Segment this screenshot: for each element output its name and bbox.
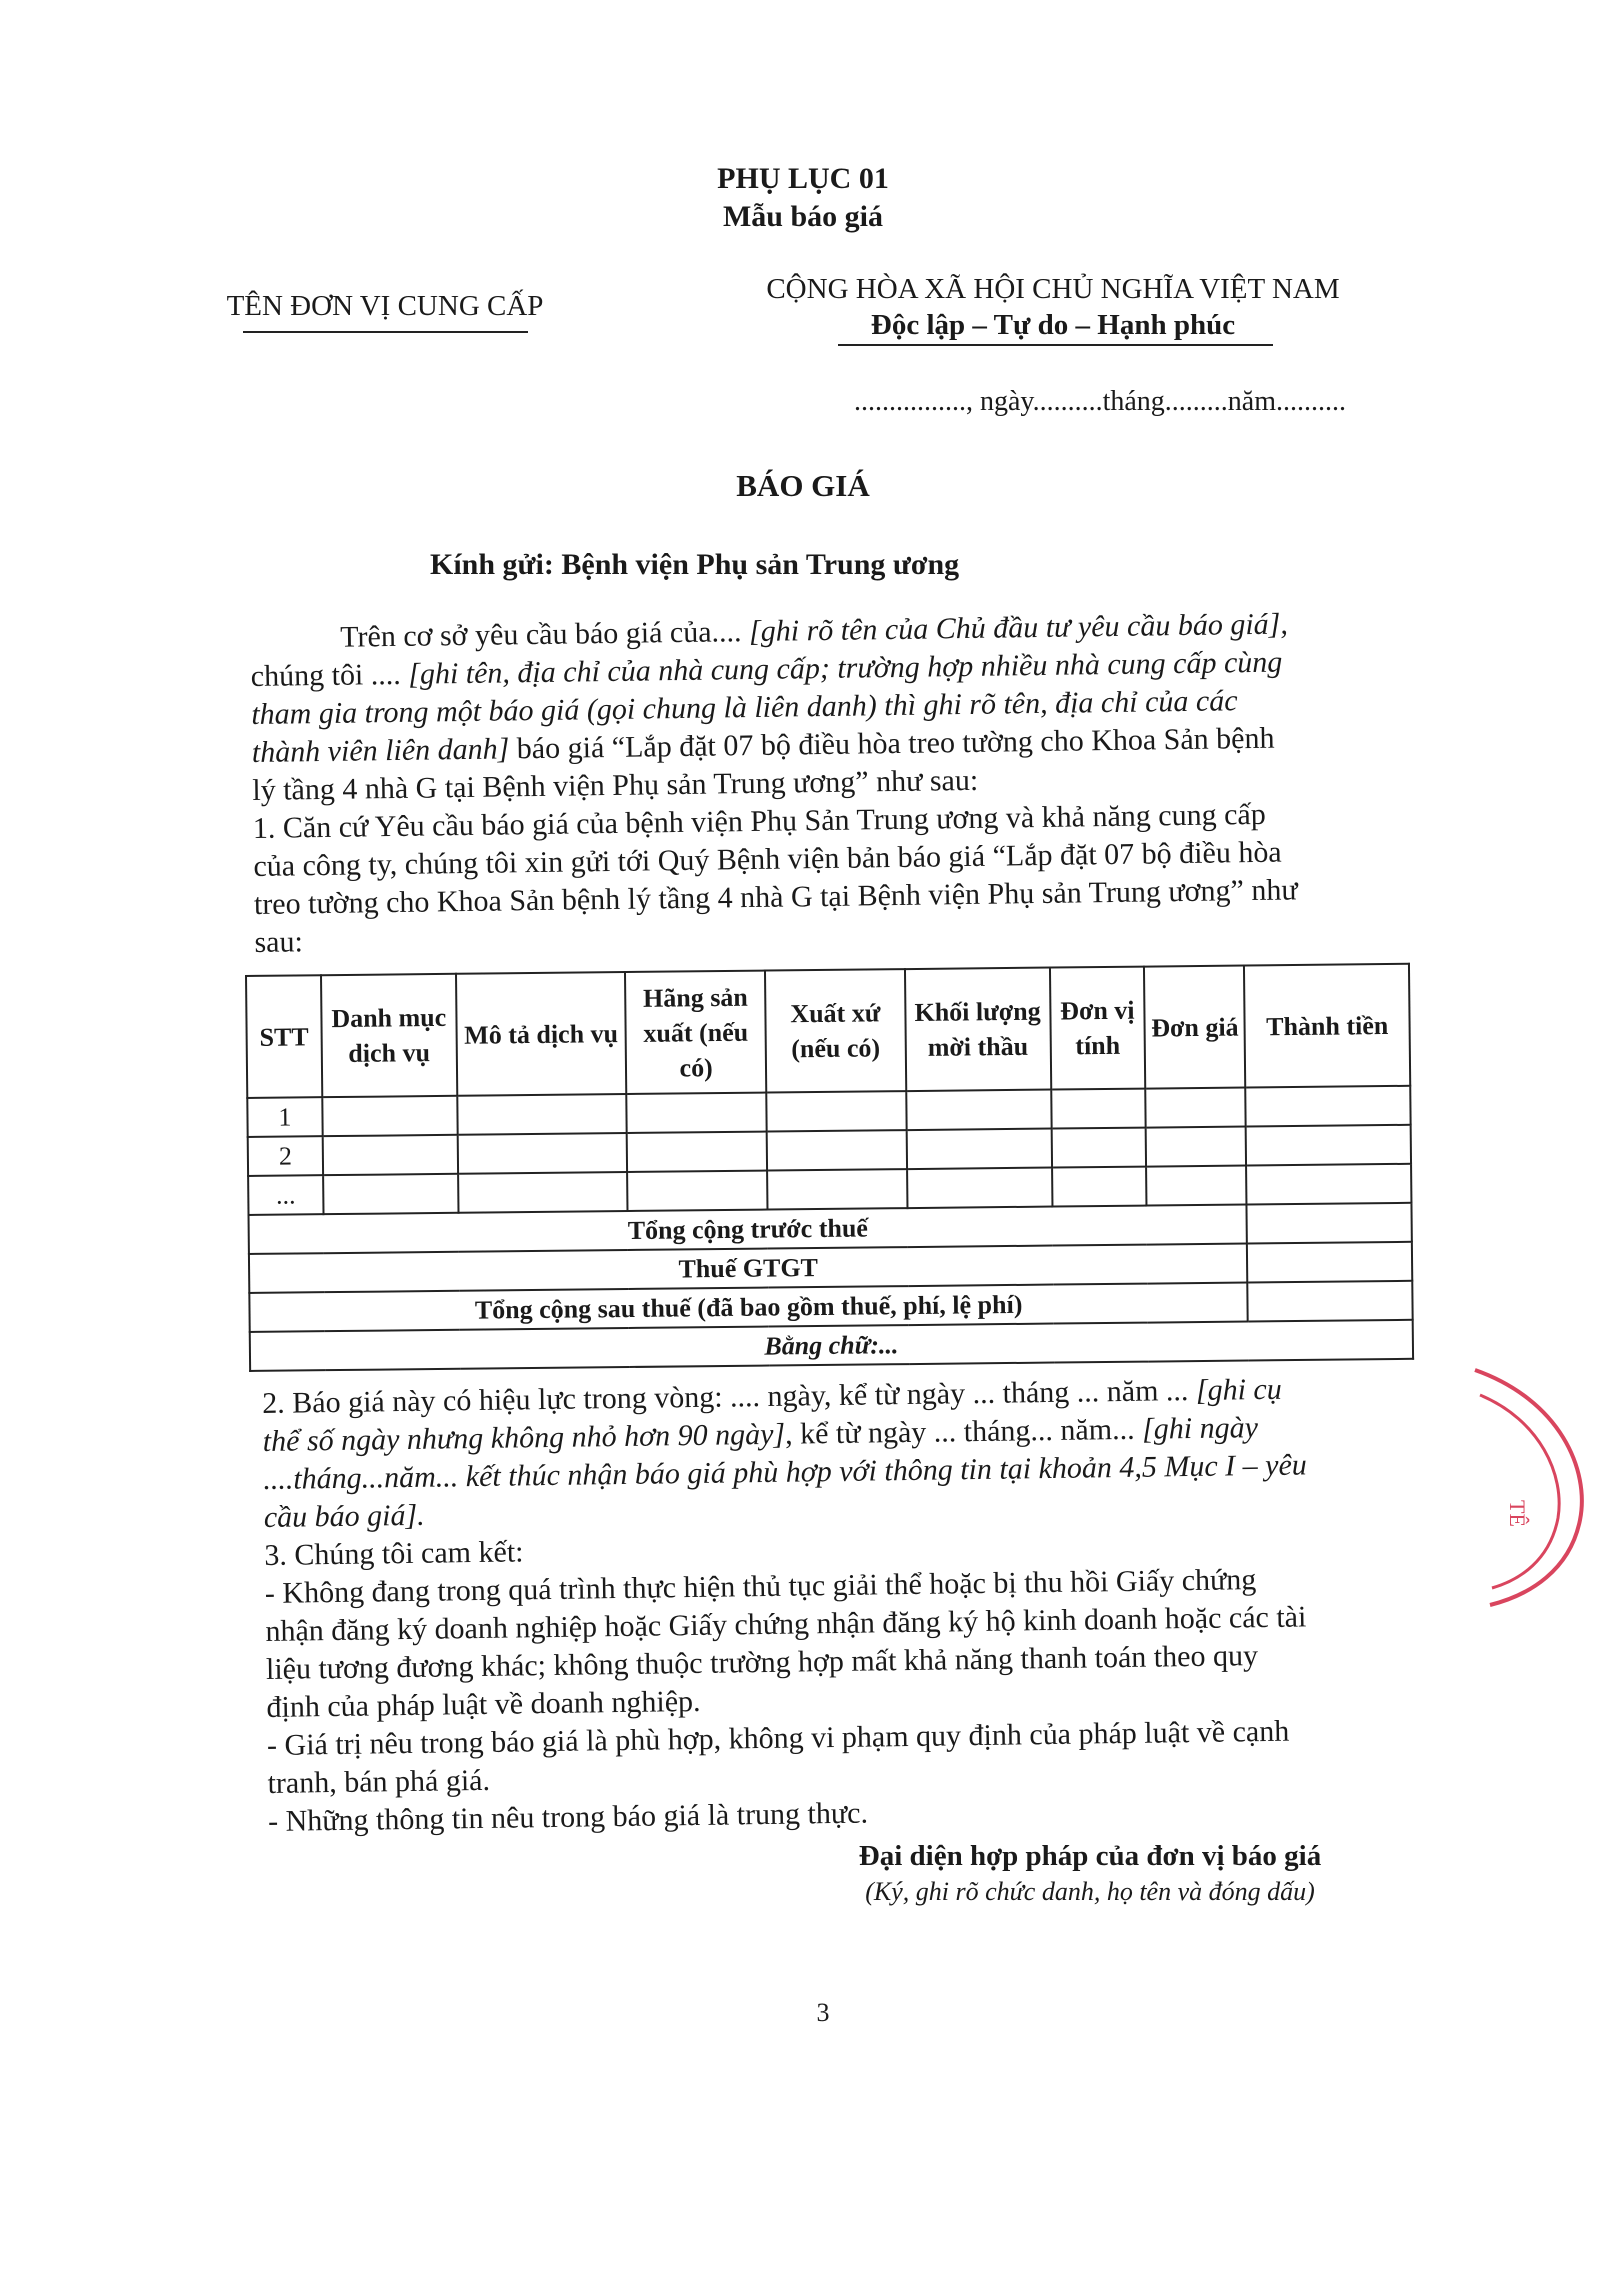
commitment-line: nhận đăng ký doanh nghiệp hoặc Giấy chứng nhận đăng ký hộ kinh doanh hoặc các tài	[265, 1600, 1307, 1648]
republic-heading: CỘNG HÒA XÃ HỘI CHỦ NGHĨA VIỆT NAM	[766, 273, 1340, 305]
intro-line: của công ty, chúng tôi xin gửi tới Quý Bệnh viện bản báo giá “Lắp đặt 07 bộ điều hòa	[253, 835, 1282, 883]
table-cell	[1246, 1164, 1411, 1205]
intro-line: sau:	[254, 925, 304, 959]
table-cell	[627, 1171, 767, 1211]
commitment-line: liệu tương đương khác; không thuộc trường hợp mất khả năng thanh toán theo quy	[265, 1639, 1259, 1686]
table-header-row	[246, 964, 1410, 1098]
table-cell	[906, 1129, 1051, 1170]
signature-note: (Ký, ghi rõ chức danh, họ tên và đóng dấu)	[865, 1877, 1315, 1906]
table-cell	[322, 1096, 457, 1136]
validity-line: cầu báo giá].	[263, 1498, 425, 1534]
quote-table	[245, 963, 1414, 1372]
header-don-vi: Đơn vị tính	[1049, 967, 1145, 1090]
intro-placeholder: [ghi tên, địa chỉ của nhà cung cấp; trường hợp nhiều nhà cung cấp cùng	[408, 645, 1283, 691]
supplier-label: TÊN ĐƠN VỊ CUNG CẤP	[226, 290, 544, 322]
table-cell	[323, 1135, 458, 1175]
header-khoi-luong: Khối lượng mời thầu	[905, 968, 1051, 1092]
intro-placeholder: thành viên liên danh]	[251, 732, 510, 769]
intro-line: tham gia trong một báo giá (gọi chung là liên danh) thì ghi rõ tên, địa chỉ của các	[251, 684, 1238, 731]
total-after-tax-label: Tổng cộng sau thuế (đã bao gồm thuế, phí, lệ phí)	[249, 1283, 1248, 1332]
table-cell	[1052, 1167, 1147, 1207]
table-cell	[1051, 1089, 1146, 1129]
table-cell	[457, 1133, 627, 1174]
intro-text: báo giá “Lắp đặt 07 bộ điều hòa treo tường cho Khoa Sản bệnh	[509, 721, 1275, 766]
table-cell	[1247, 1242, 1412, 1283]
appendix-title: PHỤ LỤC 01	[717, 162, 889, 195]
in-words-label: Bằng chữ:...	[250, 1320, 1413, 1371]
commitment-line: định của pháp luật về doanh nghiệp.	[266, 1684, 701, 1724]
stamp-text: TÊ	[1505, 1500, 1530, 1527]
date-line: ................, ngày..........tháng.........năm..........	[853, 386, 1347, 417]
header-stt: STT	[246, 975, 322, 1098]
header-don-gia: Đơn giá	[1144, 966, 1245, 1089]
salutation: Kính gửi: Bệnh viện Phụ sản Trung ương	[430, 548, 960, 581]
page-number: 3	[816, 1998, 830, 2027]
table-cell	[906, 1090, 1051, 1131]
table-cell	[627, 1093, 767, 1133]
intro-placeholder: [ghi rõ tên của Chủ đầu tư yêu cầu báo giá],	[748, 607, 1289, 649]
row-index: ...	[248, 1175, 323, 1215]
commitments-heading: 3. Chúng tôi cam kết:	[264, 1535, 524, 1572]
commitment-line: - Giá trị nêu trong báo giá là phù hợp, không vi phạm quy định của pháp luật về cạnh	[266, 1714, 1290, 1762]
validity-placeholder: [ghi cụ	[1195, 1372, 1282, 1407]
intro-line: 1. Căn cứ Yêu cầu báo giá của bệnh viện Phụ Sản Trung ương và khả năng cung cấp	[252, 797, 1266, 845]
intro-line: treo tường cho Khoa Sản bệnh lý tầng 4 nhà G tại Bệnh viện Phụ sản Trung ương” như	[253, 873, 1298, 921]
table-cell	[323, 1174, 458, 1214]
terms-section	[262, 1369, 1412, 1838]
table-cell	[1246, 1125, 1411, 1166]
stamp-inner-ring	[1480, 1395, 1559, 1588]
row-index: 2	[248, 1136, 323, 1176]
intro-text: chúng tôi ....	[250, 657, 409, 693]
national-motto: Độc lập – Tự do – Hạnh phúc	[870, 309, 1236, 341]
validity-text: , kể từ ngày ... tháng... năm...	[784, 1412, 1143, 1451]
table-cell	[1051, 1128, 1146, 1168]
header-hang-san-xuat: Hãng sản xuất (nếu có)	[625, 971, 766, 1094]
stamp-fragment	[1470, 1360, 1600, 1610]
table-cell	[1146, 1166, 1246, 1206]
commitment-line: tranh, bán phá giá.	[267, 1763, 491, 1800]
header-xuat-xu: Xuất xứ (nếu có)	[765, 969, 906, 1092]
validity-placeholder: thể số ngày nhưng không nhỏ hơn 90 ngày]	[262, 1417, 786, 1458]
quote-title: BÁO GIÁ	[736, 468, 870, 503]
vat-label: Thuế GTGT	[249, 1244, 1248, 1293]
validity-line: ....tháng...năm... kết thúc nhận báo giá phù hợp với thông tin tại khoản 4,5 Mục I – yêu	[263, 1448, 1307, 1496]
table-cell	[1248, 1281, 1413, 1322]
supplier-underline	[243, 331, 528, 333]
table-cell	[627, 1132, 767, 1172]
table-cell	[767, 1169, 907, 1209]
table-cell	[1146, 1088, 1246, 1128]
table-cell	[907, 1168, 1052, 1209]
intro-text: Trên cơ sở yêu cầu báo giá của....	[340, 615, 750, 654]
validity-text: 2. Báo giá này có hiệu lực trong vòng: .... ngày, kể từ ngày ... tháng ... năm ...	[262, 1373, 1197, 1420]
signature-title: Đại diện hợp pháp của đơn vị báo giá	[858, 1840, 1322, 1872]
table-cell	[767, 1130, 907, 1170]
table-cell	[1247, 1203, 1412, 1244]
motto-underline	[838, 344, 1273, 346]
header-mo-ta: Mô tả dịch vụ	[456, 972, 627, 1096]
table-cell	[1146, 1127, 1246, 1167]
total-before-tax-label: Tổng cộng trước thuế	[249, 1205, 1248, 1254]
table-cell	[457, 1094, 627, 1135]
header-danh-muc: Danh mục dịch vụ	[321, 974, 457, 1097]
appendix-subtitle: Mẫu báo giá	[722, 200, 884, 233]
table-cell	[766, 1091, 906, 1131]
validity-placeholder: [ghi ngày	[1141, 1411, 1259, 1446]
header-thanh-tien: Thành tiền	[1244, 964, 1410, 1088]
commitment-line: - Những thông tin nêu trong báo giá là trung thực.	[267, 1796, 869, 1838]
intro-line: lý tầng 4 nhà G tại Bệnh viện Phụ sản Trung ương” như sau:	[252, 763, 979, 807]
table-cell	[1245, 1086, 1410, 1127]
commitment-line: - Không đang trong quá trình thực hiện thủ tục giải thể hoặc bị thu hồi Giấy chứng	[264, 1563, 1257, 1610]
table-cell	[458, 1172, 628, 1213]
intro-paragraph	[250, 604, 1400, 959]
row-index: 1	[247, 1097, 322, 1137]
